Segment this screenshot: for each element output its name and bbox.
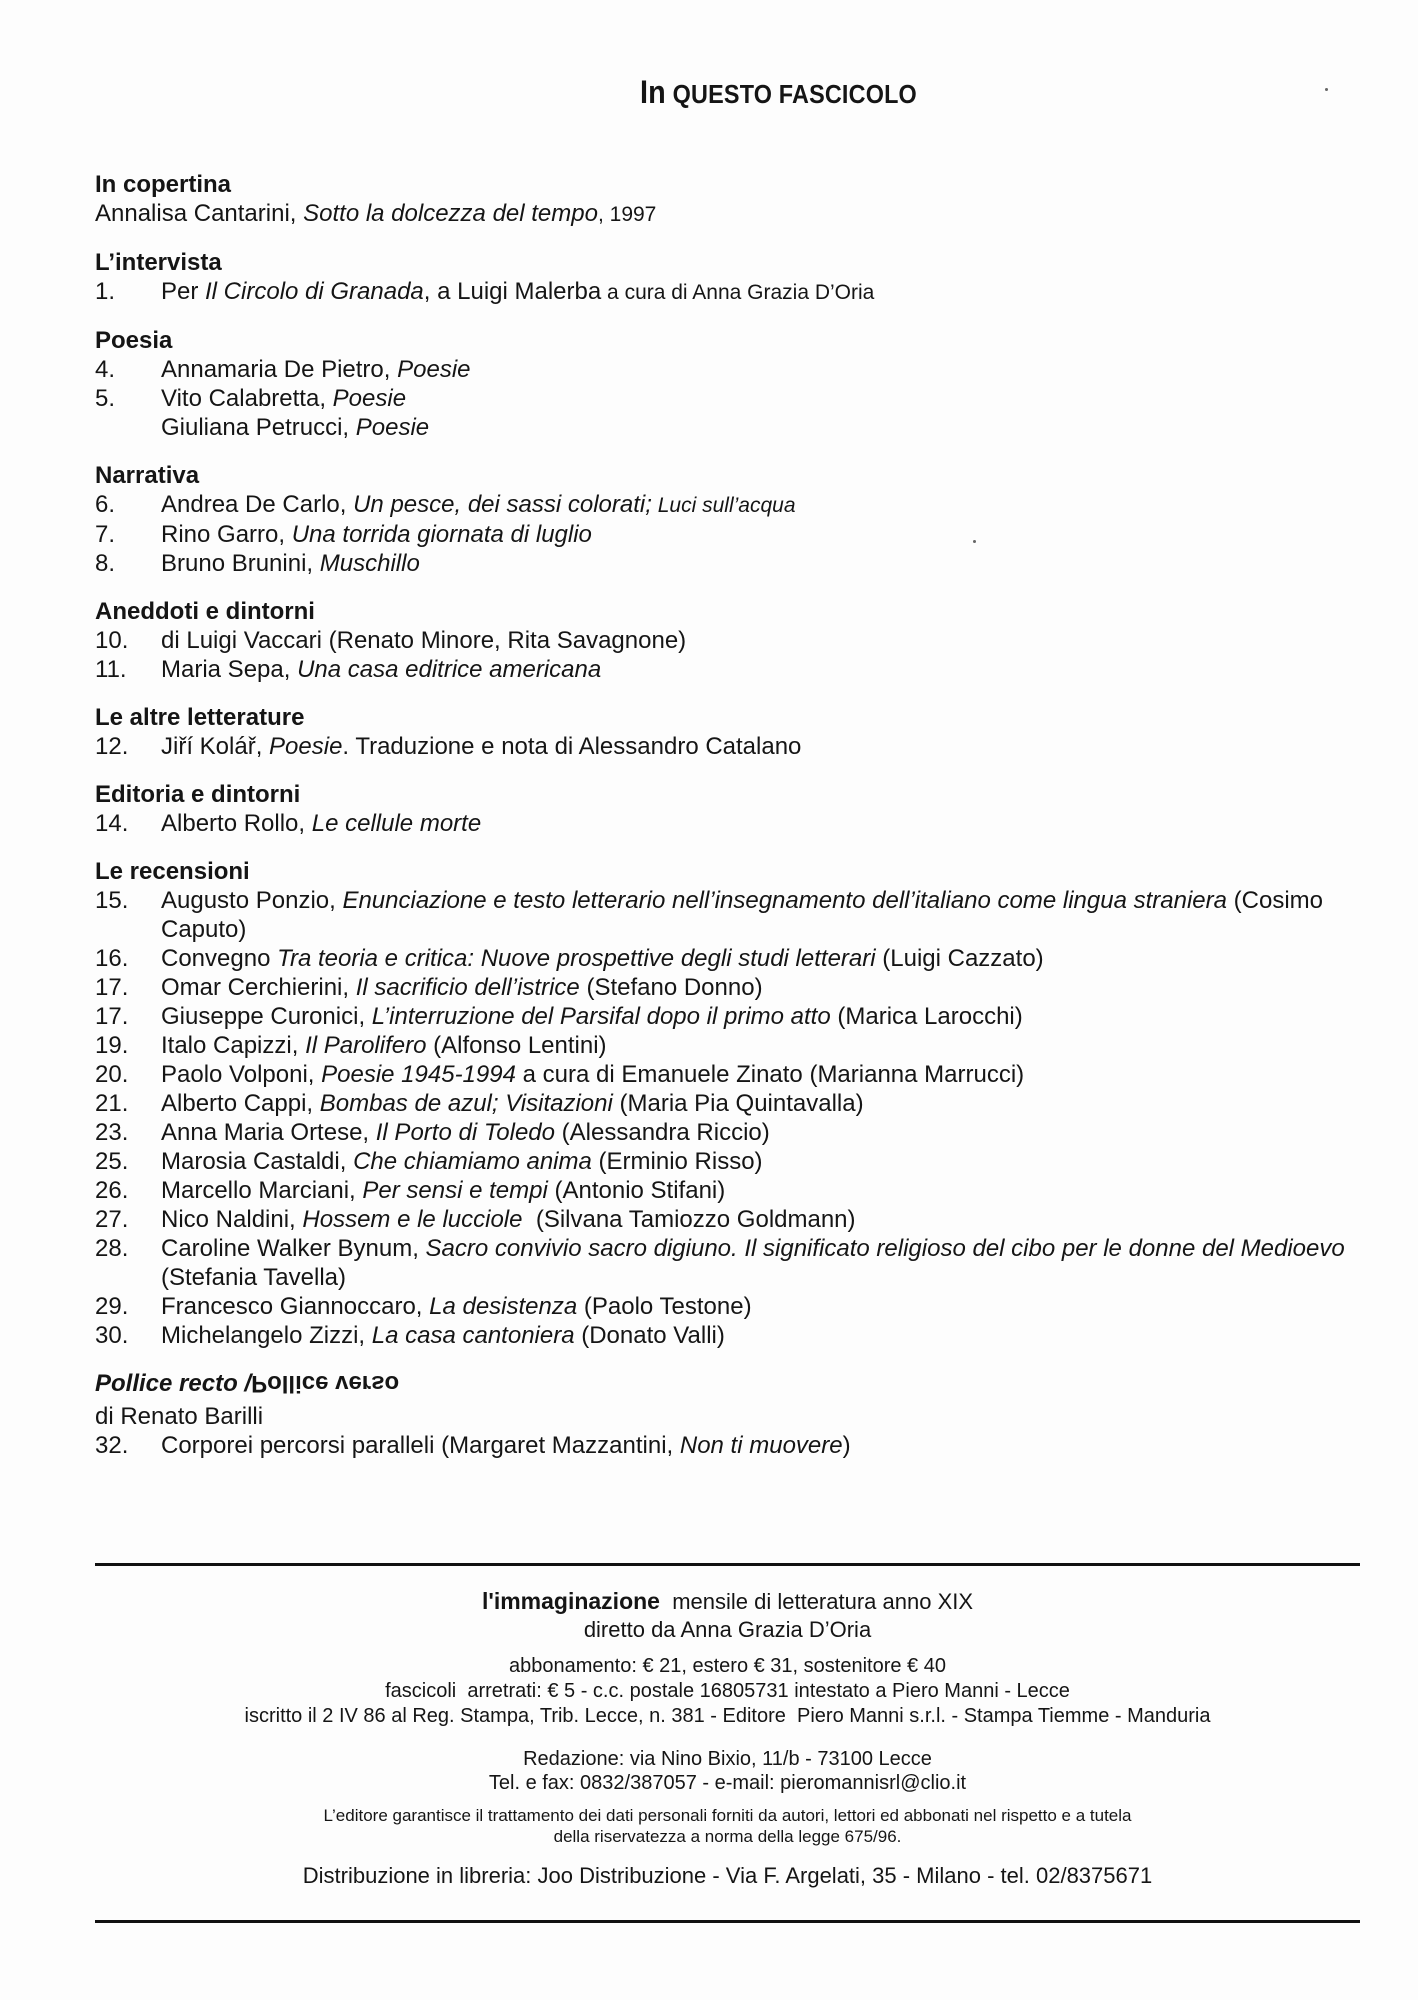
page-number: 17.: [95, 974, 129, 1001]
entry-text: ): [842, 1432, 851, 1459]
entry-author: Convegno: [161, 945, 278, 972]
table-of-contents: [95, 170, 1375, 1479]
section-copertina: [95, 170, 1375, 229]
toc-entry: [95, 413, 1375, 442]
entry-author: Omar Cerchierini,: [161, 974, 356, 1001]
toc-entry: [95, 1176, 1375, 1205]
colophon-subscription: [95, 1654, 1360, 1729]
entry-author: Rino Garro,: [161, 521, 292, 548]
section-title: [95, 1369, 1375, 1398]
column-byline: di Renato Barilli: [95, 1403, 264, 1430]
page-number: 25.: [95, 1148, 129, 1175]
toc-entry: [95, 1234, 1375, 1292]
cover-credit: [95, 199, 1375, 229]
entry-author: Francesco Giannoccaro,: [161, 1293, 430, 1320]
colophon-address: [95, 1747, 1360, 1795]
entry-work: Poesie: [269, 733, 343, 760]
entry-reviewer: (Stefania Tavella): [161, 1235, 1352, 1291]
divider-bottom: [95, 1920, 1360, 1923]
toc-entry: [95, 1431, 1375, 1460]
entry-reviewer: (Erminio Risso): [591, 1148, 763, 1175]
page-number: 23.: [95, 1119, 129, 1146]
entry-work: Bombas de azul; Visitazioni: [319, 1090, 613, 1117]
entry-author: Jiří Kolář,: [161, 733, 270, 760]
entry-work: Una torrida giornata di luglio: [291, 521, 592, 548]
page-number: 32.: [95, 1432, 129, 1459]
magazine-name: l'immaginazione: [481, 1588, 660, 1614]
toc-entry: [95, 886, 1375, 944]
toc-entry: [95, 1292, 1375, 1321]
entry-reviewer: (Marica Larocchi): [830, 1003, 1023, 1030]
cover-year: , 1997: [597, 203, 657, 226]
section-title: Le altre letterature: [95, 704, 305, 731]
toc-entry: [95, 1002, 1375, 1031]
page-number: 6.: [95, 491, 116, 518]
page-number: [95, 413, 161, 442]
entry-author: Vito Calabretta,: [161, 385, 333, 412]
scan-speck: [1325, 88, 1328, 91]
page-number: 12.: [95, 733, 129, 760]
privacy-line: L’editore garantisce il trattamento dei dati personali forniti da autori, lettori ed abbonati nel rispetto e a tutela: [323, 1806, 1132, 1825]
entry-reviewer: a cura di Emanuele Zinato (Marianna Marrucci): [515, 1061, 1025, 1088]
entry-editor: a cura di Anna Grazia D’Oria: [601, 281, 875, 304]
magazine-tagline: mensile di letteratura anno XIX: [659, 1589, 974, 1614]
section-title-verso-flipped: Pollice verso: [251, 1370, 400, 1397]
entry-work: Il sacrificio dell’istrice: [355, 974, 580, 1001]
page-number: 19.: [95, 1032, 129, 1059]
entry-author: Maria Sepa,: [161, 656, 298, 683]
entry-work: Tra teoria e critica: Nuove prospettive degli studi letterari: [277, 945, 876, 972]
entry-work: Poesie: [355, 414, 430, 441]
entry-reviewer: (Maria Pia Quintavalla): [612, 1090, 864, 1117]
section-title: Editoria e dintorni: [95, 781, 301, 808]
toc-entry: [95, 655, 1375, 684]
entry-text: di Luigi Vaccari (Renato Minore, Rita Savagnone): [161, 627, 687, 654]
entry-reviewer: (Luigi Cazzato): [875, 945, 1044, 972]
toc-entry: [95, 384, 1375, 413]
section-altre-letterature: [95, 703, 1375, 761]
section-pollice: [95, 1369, 1375, 1460]
entry-work: Muschillo: [319, 550, 420, 577]
entry-text: , a Luigi Malerba: [423, 278, 602, 305]
entry-reviewer: (Alfonso Lentini): [426, 1032, 607, 1059]
page-number: 26.: [95, 1177, 129, 1204]
section-title: Le recensioni: [95, 858, 250, 885]
entry-reviewer: (Antonio Stifani): [547, 1177, 726, 1204]
toc-entry: [95, 277, 1375, 307]
entry-reviewer: (Stefano Donno): [579, 974, 763, 1001]
entry-work: La casa cantoniera: [371, 1322, 575, 1349]
section-title: In copertina: [95, 171, 232, 198]
entry-text: . Traduzione e nota di Alessandro Catalano: [342, 733, 802, 760]
toc-entry: [95, 626, 1375, 655]
entry-reviewer: (Alessandra Riccio): [555, 1119, 770, 1146]
section-title: Narrativa: [95, 462, 200, 489]
entry-author: Giuseppe Curonici,: [161, 1003, 372, 1030]
page-number: 11.: [95, 656, 127, 683]
page-number: 27.: [95, 1206, 129, 1233]
toc-entry: [95, 1060, 1375, 1089]
page-number: 20.: [95, 1061, 129, 1088]
entry-author: Augusto Ponzio,: [161, 887, 343, 914]
entry-author: Paolo Volponi,: [161, 1061, 322, 1088]
page-number: 30.: [95, 1322, 129, 1349]
entry-author: Italo Capizzi,: [161, 1032, 306, 1059]
section-title-recto: Pollice recto /: [95, 1370, 252, 1397]
colophon-masthead: [95, 1587, 1360, 1644]
section-intervista: [95, 248, 1375, 307]
entry-work: Poesie: [397, 356, 471, 383]
section-title: L’intervista: [95, 249, 222, 276]
entry-work: Il Circolo di Granada: [205, 278, 424, 305]
section-recensioni: [95, 857, 1375, 1350]
page-number: 29.: [95, 1293, 129, 1320]
page-title-first: In: [640, 74, 666, 110]
toc-entry: [95, 1089, 1375, 1118]
entry-work: Poesie: [332, 385, 407, 412]
cover-work: Sotto la dolcezza del tempo: [303, 200, 598, 227]
toc-entry: [95, 520, 1375, 549]
page-number: 5.: [95, 385, 116, 412]
entry-work: Che chiamiamo anima: [353, 1148, 592, 1175]
toc-entry: [95, 355, 1375, 384]
page-title-rest: QUESTO FASCICOLO: [672, 79, 917, 109]
contact-line: Tel. e fax: 0832/387057 - e-mail: pieromannisrl@clio.it: [488, 1772, 967, 1794]
section-title: Poesia: [95, 327, 173, 354]
entry-reviewer: (Cosimo Caputo): [161, 887, 1330, 943]
entry-text: Corporei percorsi paralleli (Margaret Mazzantini,: [161, 1432, 680, 1459]
entry-work: Il Parolifero: [305, 1032, 427, 1059]
entry-author: Alberto Rollo,: [161, 810, 312, 837]
entry-work: Poesie 1945-1994: [321, 1061, 516, 1088]
scan-speck: [973, 540, 976, 543]
review-list: [95, 886, 1375, 1350]
toc-entry: [95, 973, 1375, 1002]
entry-work: L’interruzione del Parsifal dopo il primo atto: [371, 1003, 831, 1030]
page-title: [640, 74, 917, 111]
page-number: 4.: [95, 356, 116, 383]
entry-author: Nico Naldini,: [161, 1206, 303, 1233]
entry-reviewer: (Paolo Testone): [577, 1293, 752, 1320]
distribution-line: Distribuzione in libreria: Joo Distribuzione - Via F. Argelati, 35 - Milano - tel. 02/8375671: [302, 1863, 1153, 1888]
entry-text: Per: [161, 278, 206, 305]
entry-reviewer: (Silvana Tamiozzo Goldmann): [522, 1206, 856, 1233]
toc-entry: [95, 549, 1375, 578]
divider-top: [95, 1563, 1360, 1566]
section-title: Aneddoti e dintorni: [95, 598, 315, 625]
entry-work: La desistenza: [429, 1293, 578, 1320]
entry-reviewer: (Donato Valli): [574, 1322, 725, 1349]
entry-author: Caroline Walker Bynum,: [161, 1235, 426, 1262]
toc-entry: [95, 1031, 1375, 1060]
entry-work: Le cellule morte: [311, 810, 482, 837]
privacy-notice: [95, 1805, 1360, 1847]
page-number: 21.: [95, 1090, 129, 1117]
page-number: 10.: [95, 627, 129, 654]
toc-entry: [95, 1321, 1375, 1350]
entry-author: Andrea De Carlo,: [161, 491, 354, 518]
page-number: 7.: [95, 521, 116, 548]
entry-author: Anna Maria Ortese,: [161, 1119, 376, 1146]
toc-entry: [95, 1147, 1375, 1176]
section-poesia: [95, 326, 1375, 442]
page-number: 17.: [95, 1003, 129, 1030]
page-number: 28.: [95, 1235, 129, 1262]
entry-work: Luci sull’acqua: [651, 494, 796, 517]
entry-work: Hossem e le lucciole: [302, 1206, 523, 1233]
entry-author: Bruno Brunini,: [161, 550, 320, 577]
entry-work: Un pesce, dei sassi colorati;: [353, 491, 652, 518]
entry-author: Annamaria De Pietro,: [161, 356, 398, 383]
subscription-line: abbonamento: € 21, estero € 31, sostenitore € 40: [509, 1655, 946, 1677]
toc-entry: [95, 1118, 1375, 1147]
toc-entry: [95, 1205, 1375, 1234]
section-aneddoti: [95, 597, 1375, 684]
entry-work: Enunciazione e testo letterario nell’insegnamento dell’italiano come lingua straniera: [342, 887, 1227, 914]
registration-line: iscritto il 2 IV 86 al Reg. Stampa, Trib. Lecce, n. 381 - Editore Piero Manni s.r.l. - Stampa Tiemme - Manduria: [244, 1705, 1211, 1727]
toc-entry: [95, 944, 1375, 973]
entry-work: Il Porto di Toledo: [375, 1119, 555, 1146]
entry-author: Marosia Castaldi,: [161, 1148, 354, 1175]
page-number: 15.: [95, 887, 129, 914]
toc-entry: [95, 809, 1375, 838]
section-narrativa: [95, 461, 1375, 578]
section-editoria: [95, 780, 1375, 838]
back-issues-line: fascicoli arretrati: € 5 - c.c. postale 16805731 intestato a Piero Manni - Lecce: [385, 1680, 1070, 1702]
entry-author: Michelangelo Zizzi,: [161, 1322, 372, 1349]
privacy-line: della riservatezza a norma della legge 675/96.: [553, 1827, 902, 1846]
entry-work: Non ti muovere: [679, 1432, 843, 1459]
cover-artist: Annalisa Cantarini,: [95, 200, 304, 227]
director-line: diretto da Anna Grazia D’Oria: [583, 1617, 872, 1642]
entry-work: Per sensi e tempi: [362, 1177, 548, 1204]
entry-author: Marcello Marciani,: [161, 1177, 363, 1204]
entry-work: Una casa editrice americana: [297, 656, 602, 683]
page-number: 8.: [95, 550, 116, 577]
page-number: 14.: [95, 810, 129, 837]
entry-work: Sacro convivio sacro digiuno. Il significato religioso del cibo per le donne del Medioevo: [425, 1235, 1345, 1262]
toc-entry: [95, 490, 1375, 520]
toc-entry: [95, 732, 1375, 761]
entry-author: Alberto Cappi,: [161, 1090, 320, 1117]
page-number: 1.: [95, 278, 116, 305]
entry-author: Giuliana Petrucci,: [161, 414, 356, 441]
office-line: Redazione: via Nino Bixio, 11/b - 73100 Lecce: [523, 1748, 932, 1770]
page-number: 16.: [95, 945, 129, 972]
